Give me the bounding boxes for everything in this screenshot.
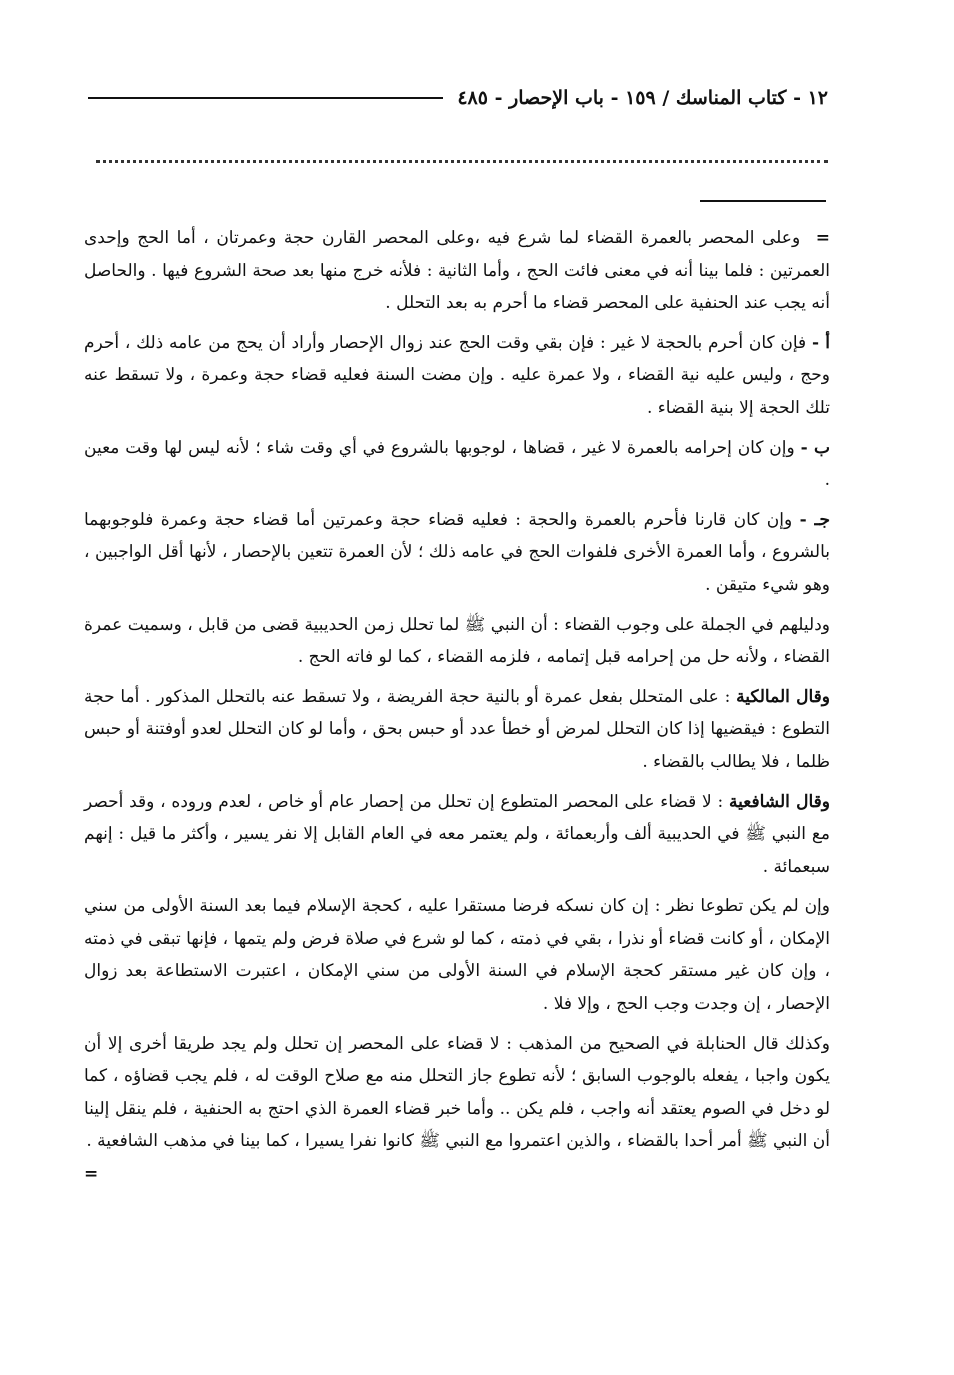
footnote-paragraph (84, 786, 830, 884)
paragraph-text: ودليلهم في الجملة على وجوب القضاء : أن النبي ﷺ لما تحلل زمن الحديبية قضى من قابل ، وسميت عمرة القضاء ، ولأنه حل من إحرامه قبل إتمامه ، فلزمه القضاء ، كما لو فاته الحج . (84, 614, 830, 668)
paragraph-lead: وقال المالكية (736, 686, 831, 707)
footnote-paragraph (84, 432, 830, 497)
continuation-mark-end: = (84, 1164, 99, 1185)
paragraph-text: وكذلك قال الحنابلة في الصحيح من المذهب : لا قضاء على المحصر إن تحلل ولم يجد طريقا أخرى إلا أن يكون واجبا ، يفعله بالوجوب السابق ؛ لأنه تطوع جاز التحلل منه مع صلاح الوقت له ، فلم يجب قضاؤه ، كما لو دخل في الصوم يعتقد أنه واجب ، فلم يكن .. وأما خبر قضاء العمرة الذي احتج به الحنفية ، فلم ينقل إلينا أن النبي ﷺ أمر أحدا بالقضاء ، والذين اعتمروا مع النبي ﷺ كانوا نفرا يسيرا ، كما بينا في مذهب الشافعية . (84, 1033, 830, 1152)
paragraph-lead: أ - (811, 332, 830, 353)
page-header (88, 78, 828, 118)
header-rule (88, 97, 443, 99)
footnote-paragraph (84, 681, 830, 779)
paragraph-text: وإن لم يكن تطوعا نظر : إن كان نسكه فرضا مستقرا عليه ، كحجة الإسلام فيما بعد السنة الأولى من سني الإمكان ، أو كانت قضاء أو نذرا ، بقي في ذمته ، كما لو شرع في صلاة فرض ولم يتمها ، فإنها تبقى في ذمته ، وإن كان غير مستقر كحجة الإسلام في السنة الأولى من سني الإمكان ، اعتبرت الاستطاعة بعد زوال الإحصار ، إن وجدت وجب الحج ، وإلا فلا . (84, 896, 830, 1015)
footnote-paragraph (84, 504, 830, 602)
footnotes-block (84, 222, 830, 1191)
paragraph-lead: جـ - (799, 509, 831, 530)
running-title: ١٢ - كتاب المناسك / ١٥٩ - باب الإحصار - ٤٨٥ (457, 87, 828, 109)
footnote-paragraph (84, 609, 830, 674)
paragraph-text: وإن كان إحرامه بالعمرة لا غير ، قضاها ، لوجوبها بالشروع في أي وقت شاء ؛ لأنه ليس لها وقت معين . (84, 437, 830, 491)
paragraph-text: وإن كان قارنا فأحرم بالعمرة والحجة : فعليه قضاء حجة وعمرتين أما قضاء حجة وعمرة فلوجوبهما بالشروع ، وأما العمرة الأخرى فلفوات الحج في عامه ذلك ؛ لأن العمرة تتعين بالإحصار ، لأنها أقل الواجبين ، وهو شيء متيقن . (84, 509, 830, 595)
footnote-paragraph (84, 1028, 830, 1185)
footnote-paragraph (84, 890, 830, 1020)
footnote-paragraph (84, 327, 830, 425)
paragraph-text: وعلى المحصر بالعمرة القضاء لما شرع فيه ،وعلى المحصر القارن حجة وعمرتان ، أما الحج وإحدى العمرتين : فلما بينا أنه في معنى فائت الحج ، وأما الثانية : فلأنه خرج منها بعد صحة الشروع فيها . والحاصل أنه يجب عند الحنفية على المحصر قضاء ما أحرم به بعد التحلل . (84, 228, 830, 314)
paragraph-text: : على المتحلل بفعل عمرة أو بالنية حجة الفريضة ، ولا تسقط عنه بالتحلل المذكور . أما حجة التطوع : فيقضيها إذا كان التحلل لمرض أو خطأ عدد أو حبس بحق ، وأما لو كان التحلل لعدو أوفتنة أو حبس ظلما ، فلا يطالب بالقضاء . (84, 686, 830, 772)
paragraph-text: فإن كان أحرم بالحجة لا غير : فإن بقي وقت الحج عند زوال الإحصار وأراد أن يحج من عامه ذلك ، أحرم وحج ، وليس عليه نية القضاء ، ولا عمرة عليه . وإن مضت السنة فعليه قضاء حجة وعمرة ، ولا تسقط عنه تلك الحجة إلا بنية القضاء . (84, 332, 830, 418)
paragraph-lead: ب - (800, 437, 831, 458)
paragraph-text: : لا قضاء على المحصر المتطوع إن تحلل من إحصار عام أو خاص ، لعدم وروده ، وقد أحصر مع النبي ﷺ في الحديبية ألف وأربعمائة ، ولم يعتمر معه في العام القابل إلا نفر يسير ، وأكثر ما قيل : إنهم سبعمائة . (84, 791, 830, 877)
continuation-mark: = (815, 228, 830, 248)
paragraph-lead: وقال الشافعية (729, 791, 831, 812)
footnote-separator (700, 200, 826, 202)
dotted-separator (96, 160, 828, 169)
footnote-paragraph (84, 222, 830, 320)
